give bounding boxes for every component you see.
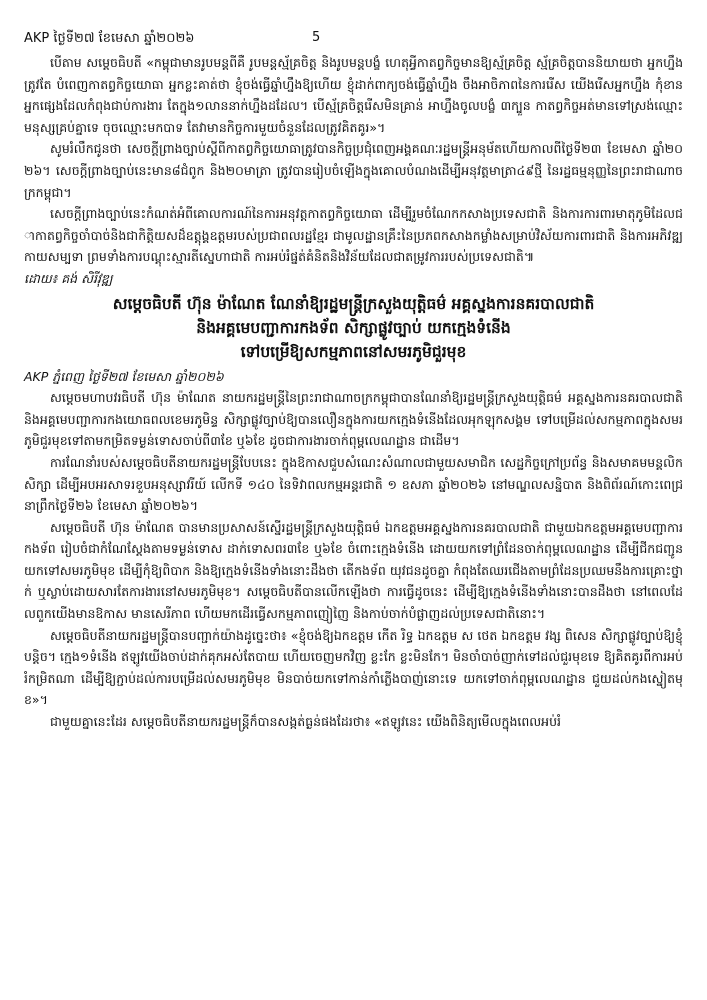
article-two: [24, 292, 683, 733]
article-two-paragraph: សម្តេចធិបតី ហ៊ុន ម៉ាណែត បានមានប្រសាសន៍ស្នើរដ្ឋមន្ត្រីក្រសួងយុត្តិធម៌ ឯកឧត្តមអគ្គស្នងការនគរបាលជាតិ ជាមួយឯកឧត្តមអគ្គមេបញ្ជាការកងទ័ព រៀបចំជាកំណែស្តែងតាមទម្ងន់ទោស ដាក់ទោសពរ៣ខែ ឬ៦ខែ ចំពោះក្មេងទំនើង ដោយយកទៅព្រំដែនចាក់ពុម្ពលេណដ្ឋាន ដើម្បីជីកជញ្ជូនយកទៅសមរភូមិមុខ ដើម្បីកុំឱ្យពិបាក និងឱ្យក្មេងទំនើងទាំងនោះដឹងថា តើកងទ័ព យុវជនដូចគ្នា កំពុងតែឈរជើងតាមព្រំដែនប្រឈមនឹងការគ្រោះថ្នាក់ ឬស្លាប់ដោយសារតែការងារនៅសមរភូមិមុខ។ សម្តេចធិបតីបានលើកឡើងថា ការធ្វើដូចនេះ ដើម្បីឱ្យក្មេងទំនើងទាំងនោះបានដឹងថា នៅពេលដែលពួកយើងមានឱកាស មានសេរីភាព ហើយមកដើរធ្វើសកម្មភាពញៀញៃ និងកាប់ចាក់បំផ្លាញដល់ប្រទេសជាតិនោះ។: [24, 519, 683, 622]
agency-date-header: AKP ថ្ងៃទី២៧ ខែមេសា ឆ្នាំ២០២៦: [24, 31, 195, 46]
article-one-paragraph: សេចក្តីព្រាងច្បាប់នេះកំណត់អំពីគោលការណ៍នៃការអនុវត្តកាតព្វកិច្ចយោធា ដើម្បីរួមចំណែកកសាងប្រទេសជាតិ និងការការពារមាតុភូមិដែលជាកាតព្វកិច្ចចាំបាច់និងជាកិត្តិយសដ៏ឧត្តុង្គឧត្តមរបស់ប្រជាពលរដ្ឋខ្មែរ ជាមូលដ្ឋានគ្រឹះនៃប្រភពកសាងកម្លាំងសម្រាប់វិស័យការពារជាតិ និងការអភិវឌ្ឍកាយសម្បទា ព្រមទាំងការបណ្តុះស្មារតីស្នេហាជាតិ ការអប់រំផ្នត់គំនិតនិងវិន័យដែលជាតម្រូវការរបស់ប្រទេសជាតិ៕: [24, 206, 683, 265]
article-two-paragraph: សម្តេចមហាបវរធិបតី ហ៊ុន ម៉ាណែត នាយករដ្ឋមន្ត្រីនៃព្រះរាជាណាចក្រកម្ពុជាបានណែនាំឱ្យរដ្ឋមន្ត្រីក្រសួងយុត្តិធម៌ អគ្គស្នងការនគរបាលជាតិ និងអគ្គមេបញ្ជាការកងយោធពលខេមរភូមិន្ទ សិក្សាផ្លូវច្បាប់ឱ្យបានលឿនក្នុងការយកក្មេងទំនើងដែលអុកឡុកសង្គម ទៅបម្រើដល់សកម្មភាពក្នុងសមរភូមិជួរមុខទៅតាមកម្រិតទម្ងន់ទោសចាប់ពី៣ខែ ឬ៦ខែ ដូចជាការងារចាក់ពុម្ពលេណដ្ឋាន ជាដើម។: [24, 390, 683, 449]
headline-line: និងអគ្គមេបញ្ជាការកងទ័ព សិក្សាផ្លូវច្បាប់ យកក្មេងទំនើង: [196, 318, 511, 337]
article-one: [24, 52, 683, 290]
page-header: [24, 30, 683, 52]
byline: ដោយ៖ គង់ សិរីវុឌ្ឍ: [24, 270, 113, 286]
headline: [24, 292, 683, 364]
headline-line: ទៅបម្រើឱ្យសកម្មភាពនៅសមរភូមិជួរមុខ: [240, 342, 467, 361]
dateline: AKP ភ្នំពេញ ថ្ងៃទី២៧ ខែមេសា ឆ្នាំ២០២៦: [24, 368, 224, 384]
page-number: 5: [312, 30, 321, 45]
article-one-paragraph: បើតាម សម្តេចធិបតី «កម្ពុជាមានរូបមន្តពីគឺ រូបមន្តស្ម័គ្រចិត្ត និងរូបមន្តបង្ខំ ហេតុអ្វីកាតព្វកិច្ចមានឱ្យស្ម័គ្រចិត្ត ស្ម័គ្រចិត្តបាននិយាយថា អ្នកហ្នឹងត្រូវតែ បំពេញកាតព្វកិច្ចយោធា អ្នកខ្លះគាត់ថា ខ្ញុំចង់ធ្វើឆ្នាំហ្នឹងឱ្យហើយ ខ្ញុំដាក់ពាក្យចង់ធ្វើឆ្នាំហ្នឹង ចឹងអាចិភាពនៃការរើស យើងរើសអ្នកហ្នឹង កុំខានអ្នកផ្សេងដែលកំពុងជាប់ការងារ តែក្នុង១លាននាក់ហ្នឹងដដែល។ បើស្ម័គ្រចិត្តរើសមិនគ្រាន់ អាហ្នឹងចូលបង្ខំ ៣ក្បួន កាតព្វកិច្ចអត់មានទៅស្រង់ឈ្មោះមនុស្សគ្រប់គ្នាទេ ចុចឈ្មោះមកបាទ តែវាមានកិច្ចការមួយចំនួនដែលត្រូវគិតគូរ»។: [24, 55, 683, 135]
headline-line: សម្តេចធិបតី ហ៊ុន ម៉ាណែត ណែនាំឱ្យរដ្ឋមន្ត្រីក្រសួងយុត្តិធម៌ អគ្គស្នងការនគរបាលជាតិ: [112, 294, 595, 313]
article-two-paragraph: ជាមួយគ្នានេះដែរ សម្តេចធិបតីនាយករដ្ឋមន្ត្រីក៏បានសង្កត់ធ្ងន់ផងដែរថា៖ «ឥឡូវនេះ យើងពិនិត្យមើលក្នុងពេលអប់រំ: [50, 714, 562, 730]
article-two-paragraph: ការណែនាំរបស់សម្តេចធិបតីនាយករដ្ឋមន្ត្រីបែបនេះ ក្នុងឱកាសជួបសំណេះសំណាលជាមួយសមាជិក សេដ្ឋកិច្ចក្រៅប្រព័ន្ធ និងសមាគមមន្តលិកសិក្សា ដើម្បីអបអរសាទរខួបអនុស្សាវរីយ៍ លើកទី ១៤០ នៃទិវាពលកម្មអន្តរជាតិ ១ ឧសភា ឆ្នាំ២០២៦ នៅមណ្ឌលសន្និបាត និងពិព័រណ៍កោះពេជ្រ នាព្រឹកថ្ងៃទី២៦ ខែមេសា ឆ្នាំ២០២៦។: [24, 454, 683, 514]
article-one-paragraph: សូមរំលឹកជូនថា សេចក្តីព្រាងច្បាប់ស្តីពីកាតព្វកិច្ចយោធាត្រូវបានកិច្ចប្រជុំពេញអង្គគណៈរដ្ឋមន្ត្រីអនុម័តហើយកាលពីថ្ងៃទី២៣ ខែមេសា ឆ្នាំ២០២៦។ សេចក្តីព្រាងច្បាប់នេះមាន៨ជំពូក និង២០មាត្រា ត្រូវបានរៀបចំឡើងក្នុងគោលបំណងដើម្បីអនុវត្តមាត្រា៤៩ថ្មី នៃរដ្ឋធម្មនុញ្ញនៃព្រះរាជាណាចក្រកម្ពុជា។: [24, 141, 683, 200]
article-two-paragraph: សម្តេចធិបតីនាយករដ្ឋមន្ត្រីបានបញ្ជាក់យ៉ាងដូច្នេះថា៖ «ខ្ញុំចង់ឱ្យឯកឧត្តម កើត រិទ្ធ ឯកឧត្តម ស ថេត ឯកឧត្តម វង្ស ពិសេន សិក្សាផ្លូវច្បាប់ឱ្យខ្ញុំបន្តិច។ ក្មេង១ទំនើង ឥឡូវយើងចាប់ដាក់គុកអស់តែបាយ ហើយចេញមកវិញ ខ្លះកែ ខ្លះមិនកែ។ មិនចាំបាច់ញាក់ទៅដល់ជួរមុខទេ ឱ្យគិតគូរពីការអប់រំកម្រិតណា ដើម្បីឱ្យភ្ជាប់ដល់ការបម្រើដល់សមរភូមិមុខ មិនបាច់យកទៅកាន់កាំភ្លើងបាញ់នោះទេ យកទៅចាក់ពុម្ពលេណដ្ឋាន ជួយដល់កងស្នៀតមុខ»។: [24, 627, 683, 708]
